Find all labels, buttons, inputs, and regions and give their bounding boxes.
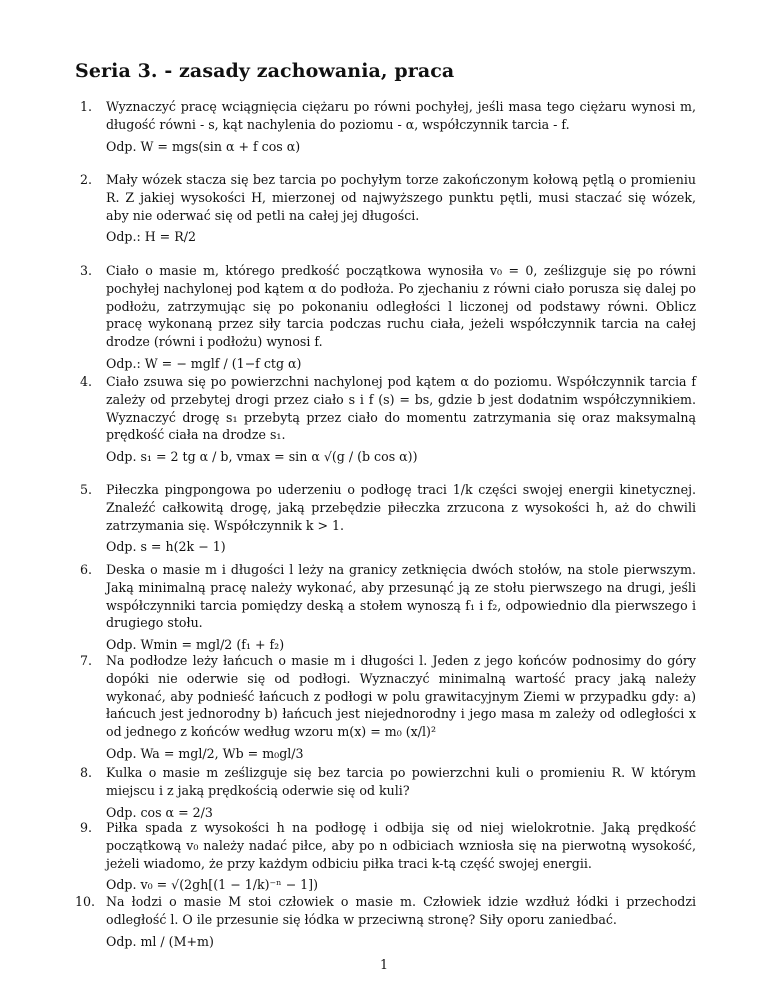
problem-answer: Odp. s₁ = 2 tg α / b, vmax = sin α √(g / (b cos α))	[106, 449, 418, 465]
problem-number: 10.	[75, 894, 96, 909]
problem-answer: Odp. Wmin = mgl/2 (f₁ + f₂)	[106, 637, 285, 653]
problem-answer: Odp. ml / (M+m)	[106, 933, 214, 949]
problem-number: 2.	[80, 172, 93, 187]
problem-text: Piłeczka pingpongowa po uderzeniu o podłogę traci 1/k części swojej energii kinetycznej. Znaleźć całkowitą drogę, jaką przebędzie piłeczka zrzucona z wysokości h, aż do chwili zatrzymania się. Współczynnik k > 1.	[106, 482, 696, 533]
problem-item	[80, 171, 696, 246]
problem-number: 8.	[80, 765, 93, 780]
problem-item	[80, 764, 696, 821]
problem-item	[75, 893, 696, 950]
problem-number: 5.	[80, 482, 93, 497]
problem-number: 6.	[80, 562, 93, 577]
problem-item	[80, 819, 696, 894]
problem-text: Kulka o masie m ześlizguje się bez tarcia po powierzchni kuli o promieniu R. W którym miejscu i z jaką prędkością oderwie się od kuli?	[106, 765, 696, 798]
problem-item	[80, 262, 696, 373]
problem-item	[80, 652, 696, 763]
problem-text: Ciało zsuwa się po powierzchni nachylonej pod kątem α do poziomu. Współczynnik tarcia f zależy od przebytej drogi przez ciało s i f (s) = bs, gdzie b jest dodatnim współczynnikiem. Wyznaczyć drogę s₁ przebytą przez ciało do momentu zatrzymania się oraz maksymalną prędkość ciała na drodze s₁.	[106, 374, 696, 443]
problem-item	[80, 373, 696, 466]
problem-number: 7.	[80, 653, 93, 668]
problem-text: Deska o masie m i długości l leży na granicy zetknięcia dwóch stołów, na stole pierwszym. Jaką minimalną pracę należy wykonać, aby przesunąć ją ze stołu pierwszego na drugi, jeśli współczynniki tarcia pomiędzy deską a stołem wynoszą f₁ i f₂, odpowiednio dla pierwszego i drugiego stołu.	[106, 562, 696, 631]
problem-answer: Odp. s = h(2k − 1)	[106, 539, 226, 555]
page-title: Seria 3. - zasady zachowania, praca	[75, 60, 455, 82]
problem-text: Wyznaczyć pracę wciągnięcia ciężaru po równi pochyłej, jeśli masa tego ciężaru wynosi m, długość równi - s, kąt nachylenia do poziomu - α, współczynnik tarcia - f.	[106, 99, 696, 132]
problem-text: Na podłodze leży łańcuch o masie m i długości l. Jeden z jego końców podnosimy do góry dopóki nie oderwie się od podłogi. Wyznaczyć minimalną wartość pracy jaką należy wykonać, aby podnieść łańcuch z podłogi w polu grawitacyjnym Ziemi w przypadku gdy: a) łańcuch jest jednorodny b) łańcuch jest niejednorodny i jego masa m zależy od odległości x od jednego z końców według wzoru m(x) = m₀ (x/l)²	[106, 653, 696, 740]
problem-answer: Odp. v₀ = √(2gh[(1 − 1/k)⁻ⁿ − 1])	[106, 877, 318, 893]
problem-answer: Odp.: H = R/2	[106, 229, 196, 245]
page-number: 1	[379, 957, 388, 972]
problem-item	[80, 481, 696, 556]
problem-item	[80, 561, 696, 654]
problem-answer: Odp. Wa = mgl/2, Wb = m₀gl/3	[106, 745, 304, 761]
problem-number: 9.	[80, 820, 93, 835]
problem-item	[80, 98, 696, 155]
problem-text: Ciało o masie m, którego predkość początkowa wynosiła v₀ = 0, ześlizguje się po równi pochyłej nachylonej pod kątem α do podłoża. Po zjechaniu z równi ciało porusza się dalej po podłożu, zatrzymując się po pokonaniu odległości l liczonej od podstawy równi. Oblicz pracę wykonaną przez siły tarcia podczas ruchu ciała, jeżeli współczynnik tarcia na całej drodze (równi i podłożu) wynosi f.	[106, 263, 696, 350]
problem-text: Na łodzi o masie M stoi człowiek o masie m. Człowiek idzie wzdłuż łódki i przechodzi odległość l. O ile przesunie się łódka w przeciwną stronę? Siły oporu zaniedbać.	[106, 894, 696, 927]
problem-text: Piłka spada z wysokości h na podłogę i odbija się od niej wielokrotnie. Jaką prędkość początkową v₀ należy nadać piłce, aby po n odbiciach wzniosła się na pierwotną wysokość, jeżeli wiadomo, że przy każdym odbiciu piłka traci k-tą część swojej energii.	[106, 820, 696, 871]
problem-number: 1.	[80, 99, 93, 114]
problem-answer: Odp. W = mgs(sin α + f cos α)	[106, 138, 301, 154]
problem-text: Mały wózek stacza się bez tarcia po pochyłym torze zakończonym kołową pętlą o promieniu R. Z jakiej wysokości H, mierzonej od najwyższego punktu pętli, musi staczać się wózek, aby nie oderwać się od petli na całej jej długości.	[106, 172, 696, 223]
problem-number: 3.	[80, 263, 93, 278]
problem-answer: Odp.: W = − mglf / (1−f ctg α)	[106, 355, 302, 371]
problem-number: 4.	[80, 374, 93, 389]
problem-answer: Odp. cos α = 2/3	[106, 804, 213, 820]
